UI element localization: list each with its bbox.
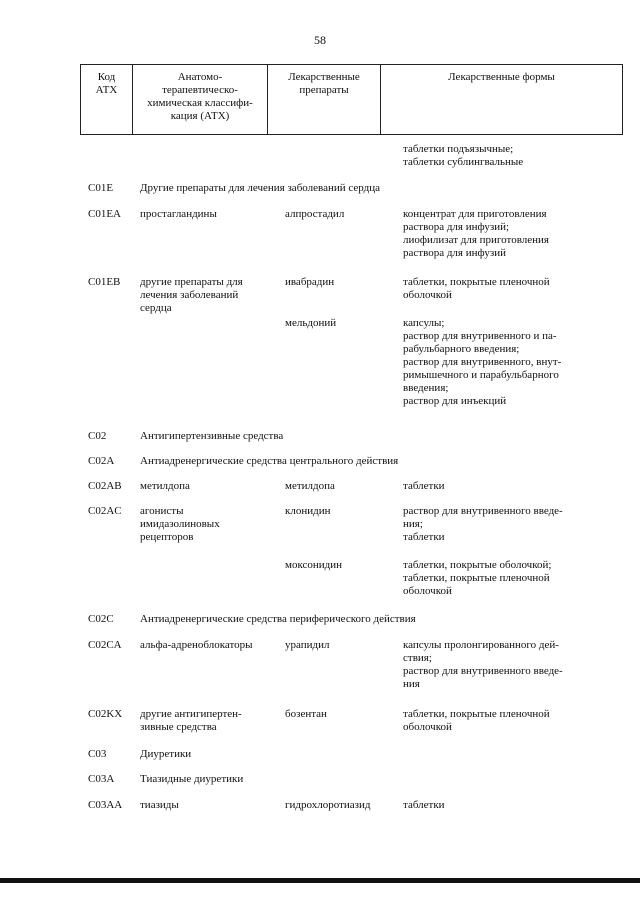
drug-name: алпростадил (285, 208, 345, 220)
group-title: Тиазидные диуретики (140, 773, 244, 785)
dosage-forms: таблетки подъязычные; таблетки сублингвальные (403, 143, 524, 168)
table-header (80, 64, 623, 135)
header-drugs: Лекарственные препараты (268, 65, 381, 134)
header-code: Код АТХ (81, 65, 133, 134)
dosage-forms: таблетки, покрытые пленочной оболочкой (403, 708, 550, 733)
atc-classification: агонисты имидазолиновых рецепторов (140, 505, 220, 543)
dosage-forms: раствор для внутривенного введе- ния; таблетки (403, 505, 563, 543)
atc-code: C03AA (88, 799, 123, 811)
group-title: Диуретики (140, 748, 192, 760)
atc-code: C01EA (88, 208, 121, 220)
dosage-forms: таблетки, покрытые пленочной оболочкой (403, 276, 550, 301)
group-title: Антиадренергические средства центрального действия (140, 455, 399, 467)
drug-name: ивабрадин (285, 276, 335, 288)
group-title: Антиадренергические средства периферического действия (140, 613, 416, 625)
atc-code: C02KX (88, 708, 123, 720)
page-number: 58 (314, 33, 326, 47)
bottom-rule (0, 878, 640, 883)
atc-classification: простагландины (140, 208, 217, 220)
atc-code: C02AC (88, 505, 122, 517)
header-forms: Лекарственные формы (448, 71, 555, 83)
atc-code: C02AB (88, 480, 122, 492)
atc-classification: тиазиды (140, 799, 179, 811)
header-anatomical: Анатомо- терапевтическо- химическая классифи- кация (АТХ) (133, 65, 268, 134)
group-title: Антигипертензивные средства (140, 430, 284, 442)
drug-name: бозентан (285, 708, 327, 720)
drug-name: мельдоний (285, 317, 337, 329)
atc-classification: другие антигипертен- зивные средства (140, 708, 242, 733)
atc-code: C02 (88, 430, 107, 442)
atc-classification: альфа-адреноблокаторы (140, 639, 253, 651)
drug-name: метилдопа (285, 480, 335, 492)
dosage-forms: таблетки (403, 799, 445, 811)
atc-code: C02C (88, 613, 114, 625)
atc-code: C01E (88, 182, 114, 194)
atc-code: C03 (88, 748, 107, 760)
drug-name: моксонидин (285, 559, 343, 571)
dosage-forms: таблетки (403, 480, 445, 492)
atc-code: C02A (88, 455, 115, 467)
dosage-forms: таблетки, покрытые оболочкой; таблетки, покрытые пленочной оболочкой (403, 559, 552, 597)
atc-classification: другие препараты для лечения заболеваний сердца (140, 276, 243, 314)
atc-code: C01EB (88, 276, 121, 288)
group-title: Другие препараты для лечения заболеваний сердца (140, 182, 380, 194)
drug-name: гидрохлоротиазид (285, 799, 371, 811)
atc-code: C03A (88, 773, 115, 785)
dosage-forms: капсулы пролонгированного дей- ствия; раствор для внутривенного введе- ния (403, 639, 563, 690)
atc-code: C02CA (88, 639, 122, 651)
drug-name: урапидил (285, 639, 330, 651)
atc-classification: метилдопа (140, 480, 190, 492)
dosage-forms: концентрат для приготовления раствора для инфузий; лиофилизат для приготовления раствора для инфузий (403, 208, 549, 259)
dosage-forms: капсулы; раствор для внутривенного и па- рабульбарного введения; раствор для внутривенного, внут- римышечного и парабульбарного введения; раствор для инъекций (403, 317, 562, 407)
drug-name: клонидин (285, 505, 331, 517)
